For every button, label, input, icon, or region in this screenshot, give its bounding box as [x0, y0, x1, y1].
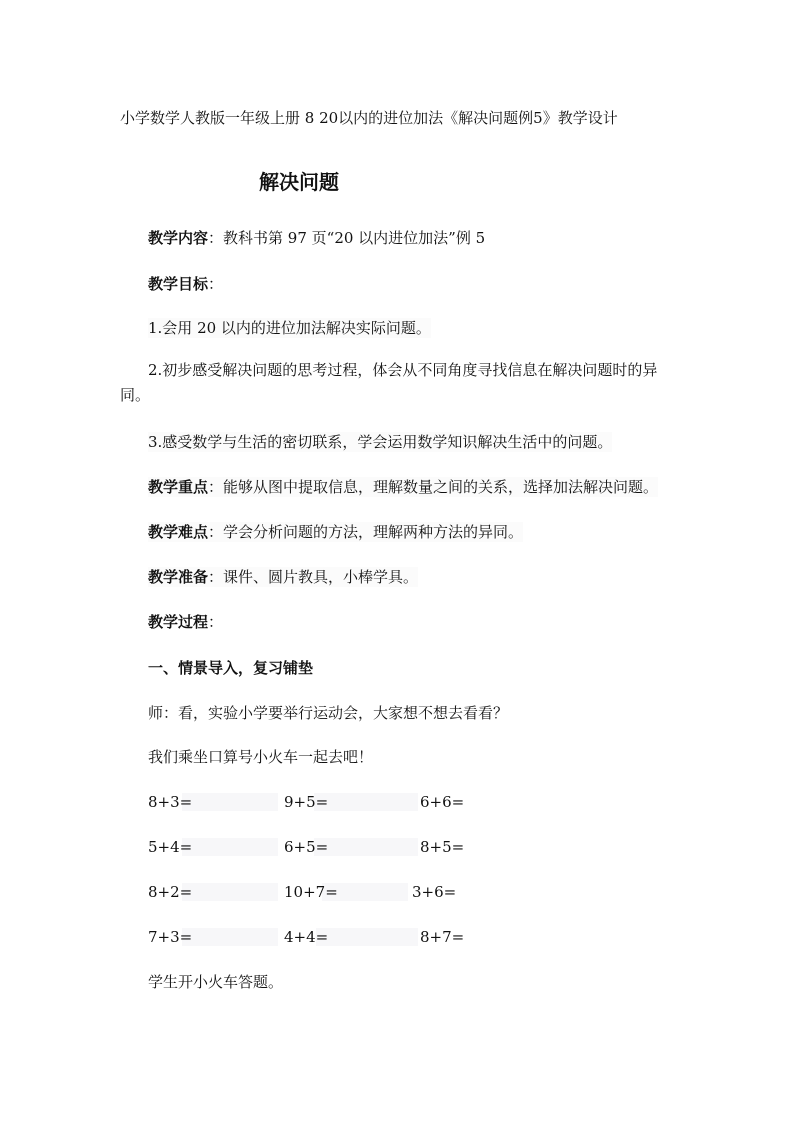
equation: 10+7= [284, 883, 338, 901]
teacher-line: 师：看，实验小学要举行运动会，大家想不想去看看？ [148, 704, 509, 722]
section-title: 一、情景导入，复习铺垫 [148, 659, 314, 677]
equation: 7+3= [148, 928, 193, 946]
lesson-heading: 解决问题 [259, 170, 339, 194]
equation: 8+3= [148, 793, 193, 811]
equation: 6+6= [420, 793, 465, 811]
preparation [148, 567, 418, 587]
teaching-content [148, 228, 485, 248]
teaching-goals-label: 教学目标 [148, 275, 209, 293]
goal-item: 1.会用 20 以内的进位加法解决实际问题。 [148, 319, 431, 337]
difficulties [148, 522, 523, 542]
preparation-label: 教学准备 [148, 568, 209, 586]
goal-item: 3.感受数学与生活的密切联系，学会运用数学知识解决生活中的问题。 [148, 433, 613, 451]
preparation-text: 课件、圆片教具，小棒学具。 [223, 568, 419, 586]
equation: 8+7= [420, 928, 465, 946]
key-points [148, 477, 658, 497]
key-points-label: 教学重点 [148, 478, 209, 496]
train-line: 我们乘坐口算号小火车一起去吧！ [148, 748, 374, 766]
difficulties-text: 学会分析问题的方法，理解两种方法的异同。 [223, 523, 524, 541]
goal-item: 2.初步感受解决问题的思考过程，体会从不同角度寻找信息在解决问题时的异同。 [120, 361, 658, 404]
key-points-text: 能够从图中提取信息，理解数量之间的关系，选择加法解决问题。 [223, 478, 659, 496]
equation: 3+6= [412, 883, 457, 901]
difficulties-colon: ： [208, 523, 224, 541]
equation: 8+2= [148, 883, 193, 901]
teaching-goals-heading [148, 274, 223, 294]
equation: 9+5= [284, 793, 329, 811]
teaching-process-heading [148, 612, 223, 632]
teaching-content-label: 教学内容 [148, 229, 209, 247]
equation: 8+5= [420, 838, 465, 856]
teaching-content-text: 教科书第 97 页“20 以内进位加法”例 5 [223, 229, 486, 247]
equation: 4+4= [284, 928, 329, 946]
key-points-colon: ： [208, 478, 224, 496]
difficulties-label: 教学难点 [148, 523, 209, 541]
teaching-process-label: 教学过程 [148, 613, 209, 631]
preparation-colon: ： [208, 568, 224, 586]
teaching-content-colon: ： [208, 229, 224, 247]
equation: 6+5= [284, 838, 329, 856]
document-title: 小学数学人教版一年级上册 8 20以内的进位加法《解决问题例5》教学设计 [120, 109, 618, 127]
teaching-process-colon: ： [208, 613, 224, 631]
closing-line: 学生开小火车答题。 [148, 973, 284, 991]
teaching-goals-colon: ： [208, 275, 224, 293]
equation: 5+4= [148, 838, 193, 856]
